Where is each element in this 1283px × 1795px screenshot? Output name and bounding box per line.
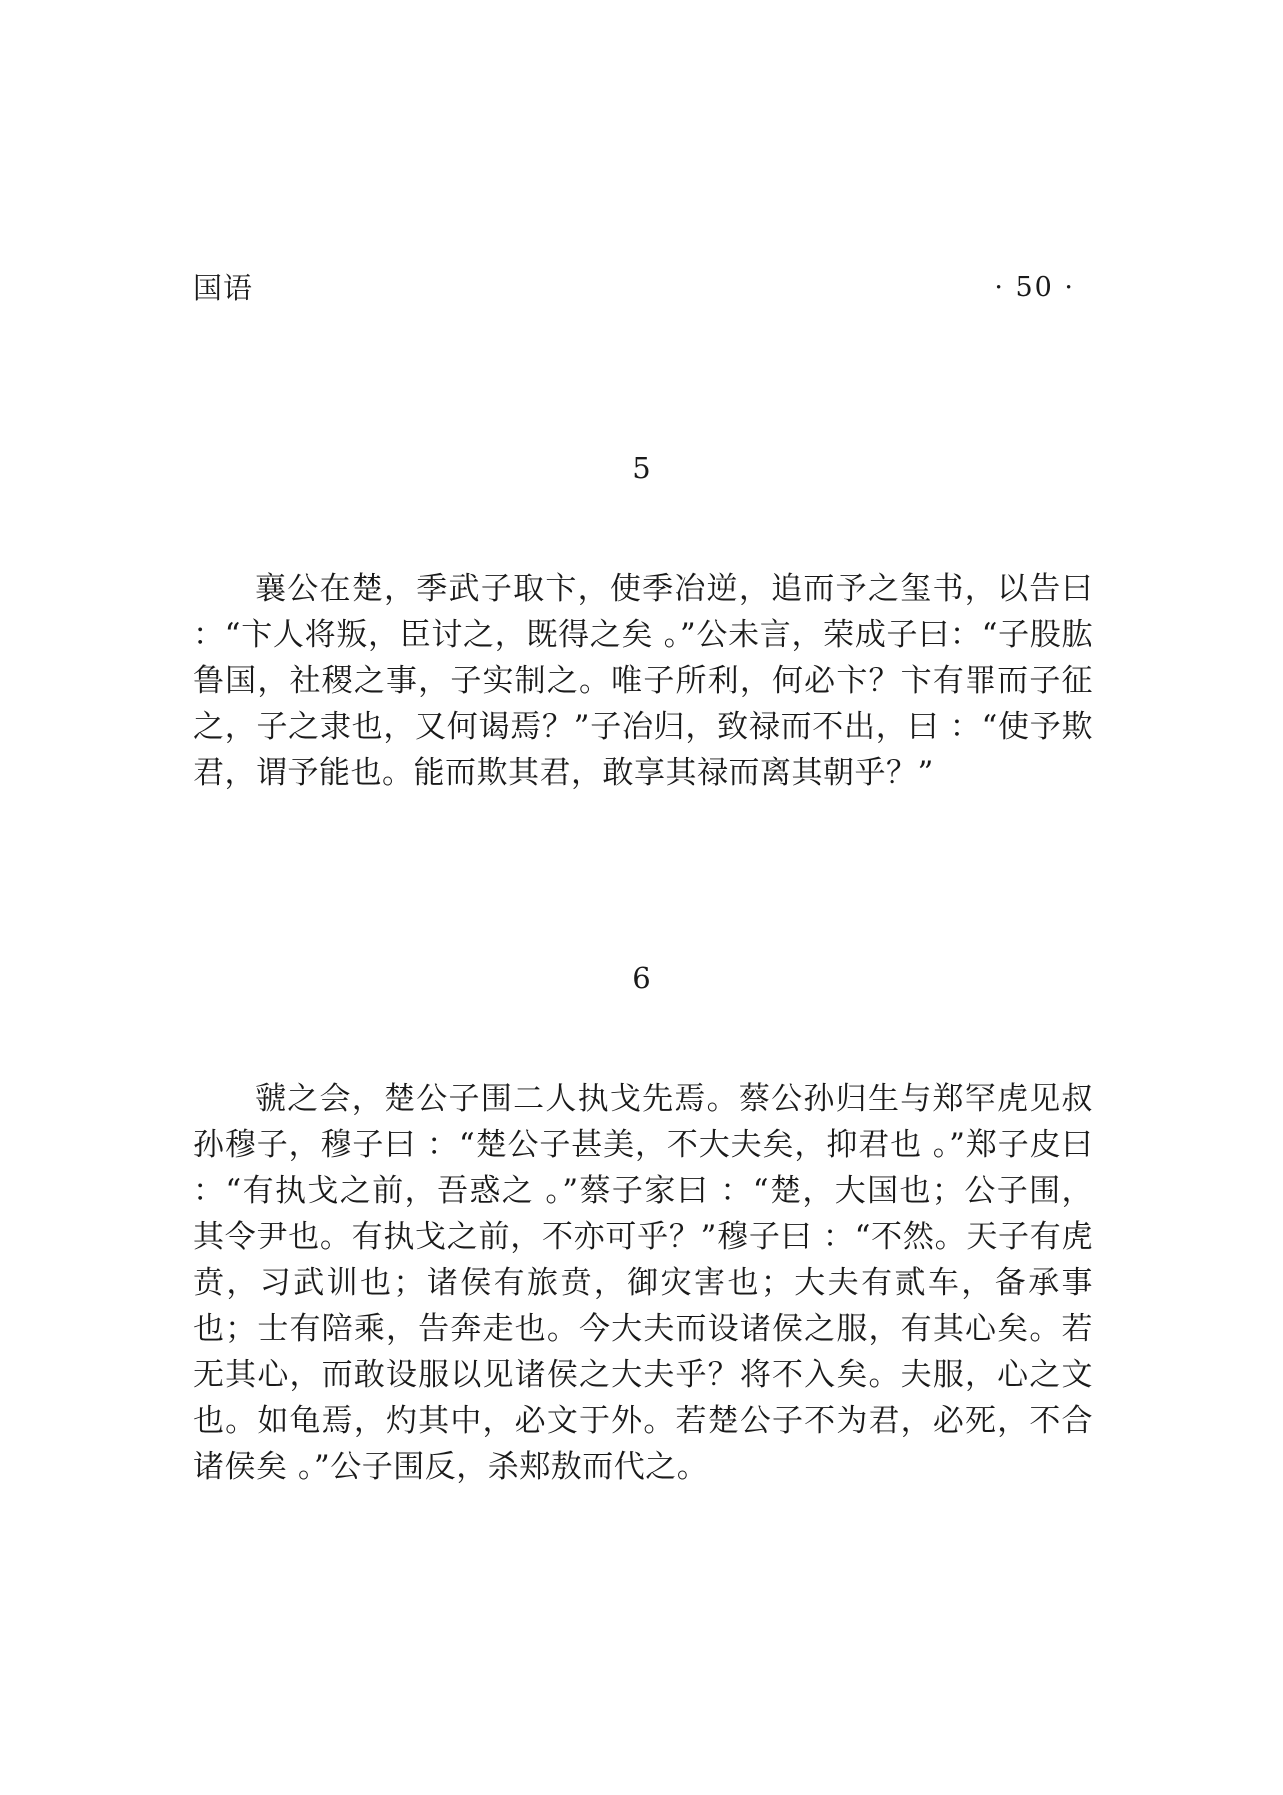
running-header xyxy=(193,268,1075,308)
section-number: 6 xyxy=(632,961,651,995)
section-paragraph: 襄公在楚，季武子取卞，使季冶逆，追而予之玺书，以告曰 ：“卞人将叛，臣讨之，既得之矣 。”公未言，荣成子曰：“子股肱鲁国，社稷之事，子实制之。唯子所利，何必卞？卞有罪而子征之，子之隶也，又何谒焉？”子冶归，致禄而不出，曰 ：“使予欺君，谓予能也。能而欺其君，敢享其禄而离其朝乎？” xyxy=(193,571,1093,791)
section-number: 5 xyxy=(632,451,651,485)
section-paragraph: 虢之会，楚公子围二人执戈先焉。蔡公孙归生与郑罕虎见叔孙穆子，穆子曰 ：“楚公子甚美，不大夫矣，抑君也 。”郑子皮曰 ：“有执戈之前，吾惑之 。”蔡子家曰 ：“楚，大国也；公子围，其令尹也。有执戈之前，不亦可乎？”穆子曰 ：“不然。天子有虎贲，习武训也；诸侯有旅贲，御灾害也；大夫有贰车，备承事也；士有陪乘，告奔走也。今大夫而设诸侯之服，有其心矣。若无其心，而敢设服以见诸侯之大夫乎？将不入矣。夫服，心之文也。如龟焉，灼其中，必文于外。若楚公子不为君，必死，不合诸侯矣 。”公子围反，杀郏敖而代之。 xyxy=(193,1081,1093,1485)
page-number: · 50 · xyxy=(994,272,1075,303)
book-title: 国语 xyxy=(193,271,254,305)
